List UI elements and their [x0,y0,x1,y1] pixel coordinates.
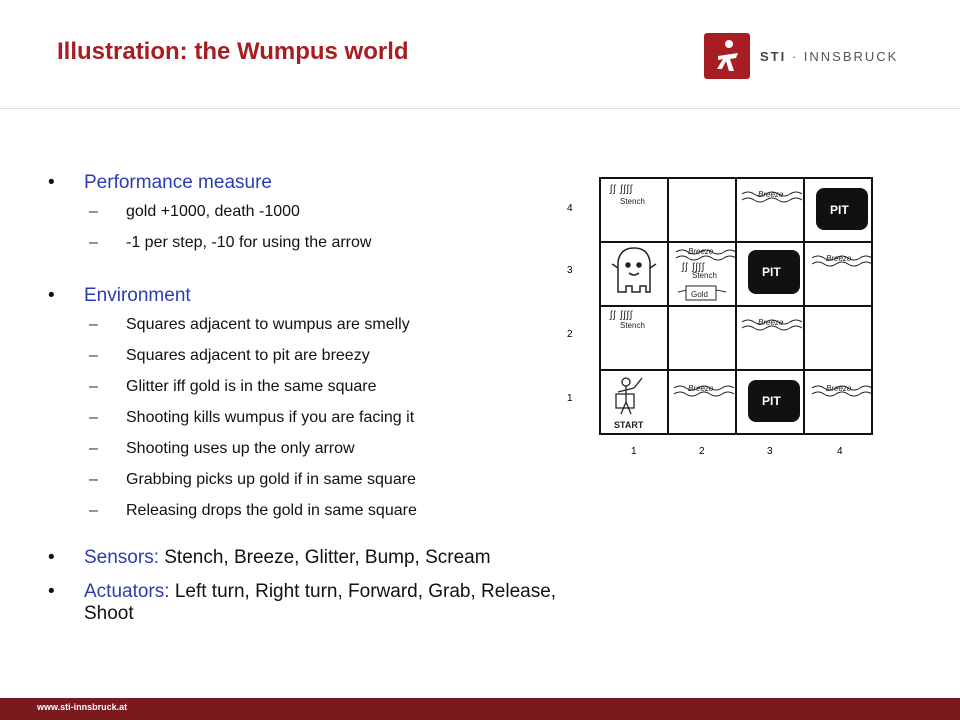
performance-item: – gold +1000, death -1000 [89,203,300,220]
pit-cell-4-4 [816,188,868,230]
slide-content [48,172,608,634]
header-divider [0,108,960,109]
environment-item: – Shooting kills wumpus if you are facing it [89,409,415,426]
svg-text:Breeze: Breeze [826,254,852,263]
svg-text:Breeze: Breeze [688,247,714,256]
environment-label: Environment [84,285,191,306]
environment-item: – Squares adjacent to pit are breezy [89,347,370,364]
breeze-cell-3-2 [742,318,802,330]
row-label: 3 [567,265,573,276]
row-label: 2 [567,329,573,340]
environment-item: – Shooting uses up the only arrow [89,440,355,457]
pit-cell-3-3 [748,250,800,294]
svg-text:PIT: PIT [762,265,781,279]
breeze-cell-4-3 [812,254,872,266]
agent-icon [616,378,642,414]
svg-text:Stench: Stench [620,321,645,330]
environment-item: – Glitter iff gold is in the same square [89,378,377,395]
sti-logo [704,33,898,79]
bullet-performance [48,172,608,194]
slide-title: Illustration: the Wumpus world [57,38,409,65]
actuators-text: Left turn, Right turn, Forward, Grab, Release, Shoot [84,581,557,624]
pit-cell-3-1 [748,380,800,422]
stench-cell-1-4 [609,184,645,206]
svg-text:PIT: PIT [830,203,849,217]
sensors-text: Stench, Breeze, Glitter, Bump, Scream [158,547,491,568]
svg-text:Breeze: Breeze [688,384,714,393]
col-label: 3 [767,446,773,457]
environment-item: – Releasing drops the gold in same square [89,502,417,519]
footer-url[interactable]: www.sti-innsbruck.at [37,702,128,712]
sti-logo-text: STI · INNSBRUCK [760,48,899,64]
svg-text:Stench: Stench [692,271,717,280]
gold-label: Gold [691,290,708,299]
svg-text:Stench: Stench [620,197,645,206]
bullet-sensors [48,547,608,569]
bullet-environment [48,285,608,307]
bullet-dot: • [48,547,55,568]
row-label: 1 [567,393,573,404]
bullet-dot: • [48,285,55,306]
wumpus-world-grid: ʃʃ ʃʃʃʃ 4 3 2 1 1 2 3 4 Stench Breeze PIT Breeze Stench Gold PIT Breeze Stench Breeze START Breeze PIT Breeze [560,170,900,470]
breeze-stench-gold-cell-2-3 [676,247,736,300]
svg-text:Breeze: Breeze [758,318,784,327]
col-label: 2 [699,446,705,457]
actuators-label: Actuators: [84,581,170,602]
breeze-cell-3-4 [742,190,802,202]
bullet-dot: • [48,172,55,193]
breeze-cell-4-1 [812,384,872,396]
wumpus-icon [612,248,656,292]
start-label: START [614,420,644,430]
row-label: 4 [567,203,573,214]
footer-bar [0,698,960,720]
breeze-cell-2-1 [674,384,734,396]
stench-cell-1-2 [609,310,645,330]
environment-item: – Squares adjacent to wumpus are smelly [89,316,410,333]
bullet-actuators [48,581,608,625]
sti-logo-icon [704,33,750,79]
sensors-label: Sensors: [84,547,159,568]
performance-item: – -1 per step, -10 for using the arrow [89,234,372,251]
svg-text:Breeze: Breeze [826,384,852,393]
environment-item: – Grabbing picks up gold if in same square [89,471,416,488]
bullet-dot: • [48,581,55,602]
svg-text:Breeze: Breeze [758,190,784,199]
performance-label: Performance measure [84,172,272,193]
col-label: 4 [837,446,843,457]
svg-text:PIT: PIT [762,394,781,408]
col-label: 1 [631,446,637,457]
